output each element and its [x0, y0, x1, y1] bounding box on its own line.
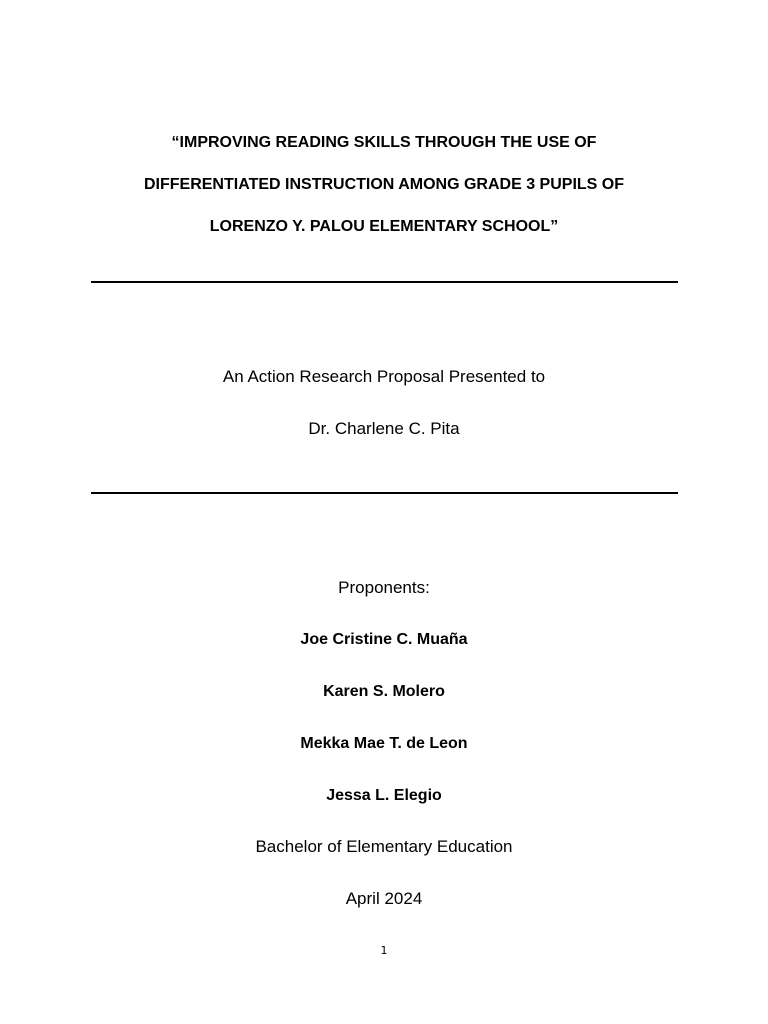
title-line-2: DIFFERENTIATED INSTRUCTION AMONG GRADE 3 PUPILS OF [143, 176, 624, 193]
proponent-name: Karen S. Molero [323, 683, 445, 700]
proponent-name: Jessa L. Elegio [326, 787, 442, 804]
program-name: Bachelor of Elementary Education [255, 837, 513, 856]
divider-top [91, 281, 678, 283]
proponents-heading: Proponents: [338, 578, 430, 597]
date: April 2024 [345, 889, 423, 908]
proponent-name: Joe Cristine C. Muaña [300, 631, 468, 648]
divider-bottom [91, 492, 678, 494]
presentation-line: An Action Research Proposal Presented to [222, 367, 546, 386]
title-line-1: “IMPROVING READING SKILLS THROUGH THE USE OF [171, 134, 597, 151]
page-number: 1 [380, 944, 388, 957]
proponent-name: Mekka Mae T. de Leon [300, 735, 468, 752]
title-line-3: LORENZO Y. PALOU ELEMENTARY SCHOOL” [209, 218, 559, 235]
recipient-name: Dr. Charlene C. Pita [308, 419, 460, 438]
